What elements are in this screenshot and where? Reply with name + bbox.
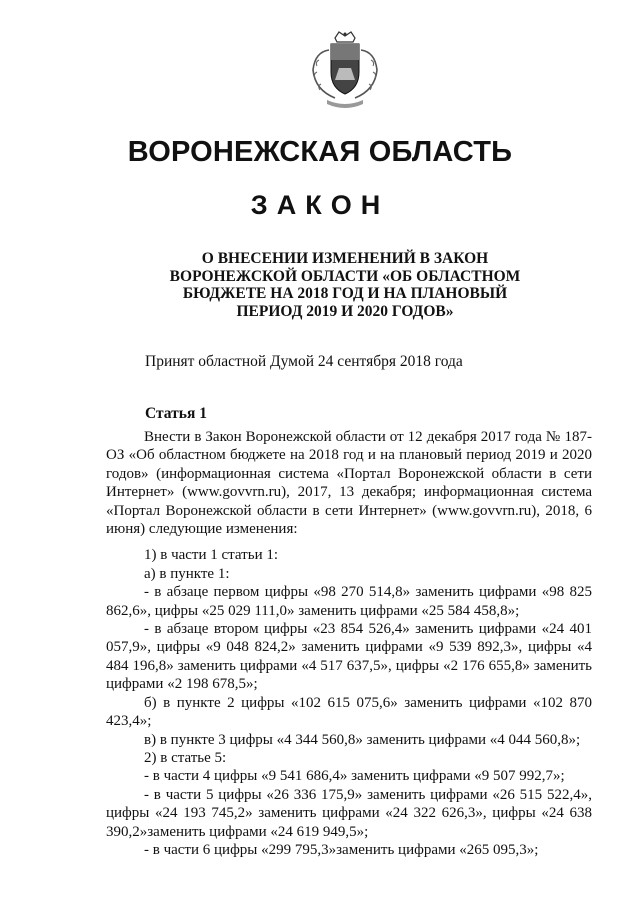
- law-title-line: ПЕРИОД 2019 И 2020 ГОДОВ»: [236, 302, 454, 320]
- article-body: [106, 428, 592, 859]
- adoption-date: Принят областной Думой 24 сентября 2018 года: [145, 353, 463, 370]
- article-intro: Внести в Закон Воронежской области от 12 декабря 2017 года № 187-ОЗ «Об областном бюджете на 2018 год и на плановый период 2019 и 2020 годов» (информационная система «Портал Воронежской области в сети Интернет» (www.govvrn.ru), 2017, 13 декабря; информационная система «Портал Воронежской области в сети Интернет» (www.govvrn.ru), 2018, 6 июня) следующие изменения:: [106, 429, 592, 538]
- list-item: - в части 6 цифры «299 795,3»заменить цифрами «265 095,3»;: [144, 841, 539, 858]
- document-type-heading: ЗАКОН: [250, 190, 390, 220]
- list-item: - в абзаце первом цифры «98 270 514,8» заменить цифрами «98 825 862,6», цифры «25 029 111,0» заменить цифрами «25 584 458,8»;: [106, 584, 592, 619]
- list-item: б) в пункте 2 цифры «102 615 075,6» заменить цифрами «102 870 423,4»;: [106, 694, 592, 730]
- list-item: в) в пункте 3 цифры «4 344 560,8» заменить цифрами «4 044 560,8»;: [144, 731, 581, 748]
- coat-of-arms-icon: [305, 30, 385, 112]
- law-title-line: БЮДЖЕТЕ НА 2018 ГОД И НА ПЛАНОВЫЙ: [182, 285, 508, 302]
- law-title-line: О ВНЕСЕНИИ ИЗМЕНЕНИЙ В ЗАКОН: [201, 250, 489, 267]
- list-item: - в части 4 цифры «9 541 686,4» заменить цифрами «9 507 992,7»;: [144, 768, 565, 785]
- list-item: - в абзаце втором цифры «23 854 526,4» заменить цифрами «24 401 057,9», цифры «9 048 824,2» заменить цифрами «9 539 892,3», цифры «4 484 196,8» заменить цифрами «4 517 637,5», цифры «2 176 655,8» заменить цифрами «2 198 678,5»;: [106, 621, 592, 693]
- list-item: - в части 5 цифры «26 336 175,9» заменить цифрами «26 515 522,4», цифры «24 193 745,2» заменить цифрами «24 322 626,3», цифры «24 638 390,2»заменить цифрами «24 619 949,5»;: [106, 786, 592, 840]
- list-item: 1) в части 1 статьи 1:: [144, 547, 279, 564]
- list-item: а) в пункте 1:: [144, 565, 230, 582]
- law-title-line: ВОРОНЕЖСКОЙ ОБЛАСТИ «ОБ ОБЛАСТНОМ: [169, 267, 521, 285]
- law-title: [150, 250, 540, 320]
- list-item: 2) в статье 5:: [144, 749, 227, 766]
- article-heading: Статья 1: [145, 405, 207, 422]
- region-heading: ВОРОНЕЖСКАЯ ОБЛАСТЬ: [127, 136, 513, 168]
